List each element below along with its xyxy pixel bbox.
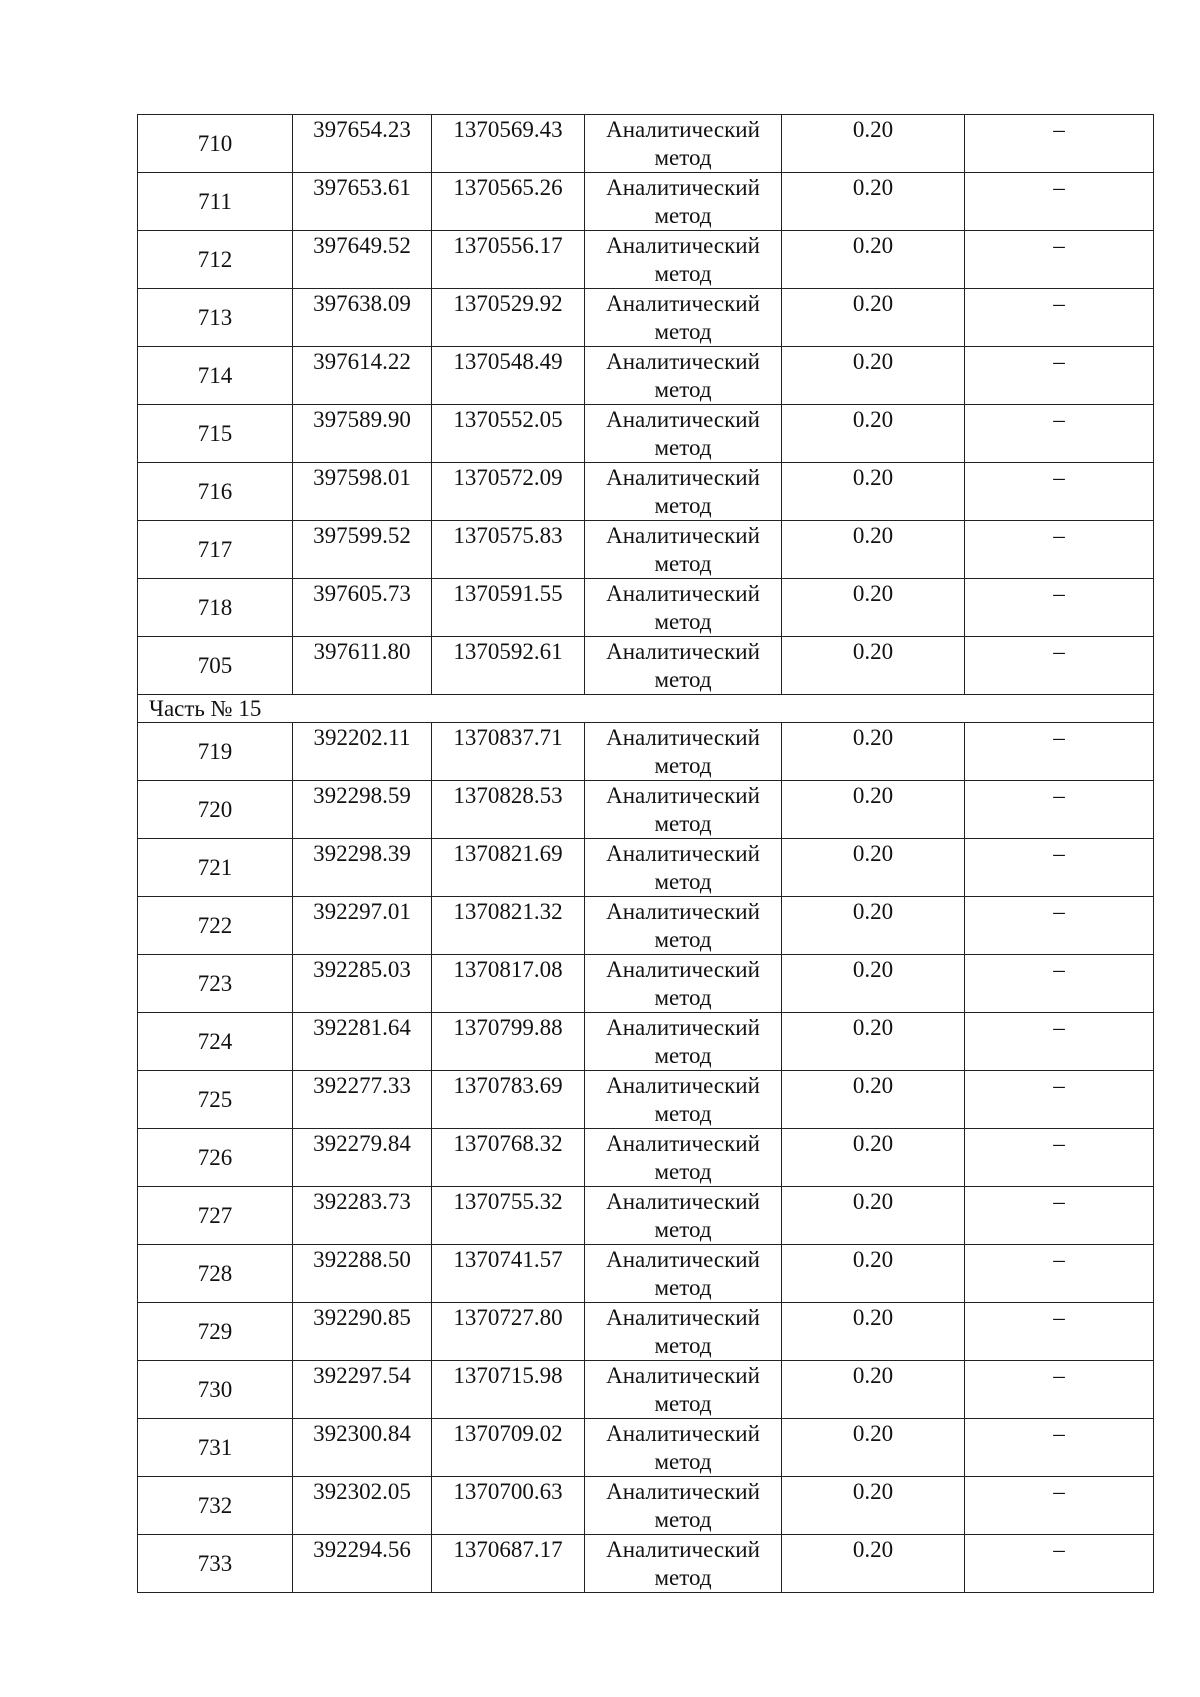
point-number-cell: 724 bbox=[138, 1013, 293, 1071]
point-number-cell: 725 bbox=[138, 1071, 293, 1129]
point-number-cell: 726 bbox=[138, 1129, 293, 1187]
method-cell bbox=[585, 579, 782, 637]
x-coordinate-cell: 392279.84 bbox=[293, 1129, 432, 1187]
accuracy-cell: 0.20 bbox=[782, 781, 965, 839]
accuracy-cell: 0.20 bbox=[782, 1129, 965, 1187]
point-number-cell: 732 bbox=[138, 1477, 293, 1535]
table-row bbox=[138, 347, 1154, 405]
method-label-line-1: Аналитический bbox=[606, 1421, 760, 1446]
point-number-cell: 730 bbox=[138, 1361, 293, 1419]
coordinates-table-body bbox=[138, 115, 1154, 1593]
method-label-line-2: метод bbox=[654, 1449, 712, 1474]
accuracy-cell: 0.20 bbox=[782, 1477, 965, 1535]
note-cell: – bbox=[965, 1245, 1154, 1303]
method-label-line-2: метод bbox=[654, 985, 712, 1010]
y-coordinate-cell: 1370821.69 bbox=[432, 839, 585, 897]
point-number-cell: 710 bbox=[138, 115, 293, 173]
accuracy-cell: 0.20 bbox=[782, 1303, 965, 1361]
note-cell: – bbox=[965, 579, 1154, 637]
table-row bbox=[138, 897, 1154, 955]
y-coordinate-cell: 1370828.53 bbox=[432, 781, 585, 839]
method-label-line-1: Аналитический bbox=[606, 1305, 760, 1330]
method-label-line-2: метод bbox=[654, 609, 712, 634]
accuracy-cell: 0.20 bbox=[782, 1013, 965, 1071]
accuracy-cell: 0.20 bbox=[782, 839, 965, 897]
method-cell bbox=[585, 115, 782, 173]
table-row bbox=[138, 521, 1154, 579]
note-cell: – bbox=[965, 115, 1154, 173]
x-coordinate-cell: 392297.54 bbox=[293, 1361, 432, 1419]
note-cell: – bbox=[965, 1361, 1154, 1419]
y-coordinate-cell: 1370687.17 bbox=[432, 1535, 585, 1593]
note-cell: – bbox=[965, 173, 1154, 231]
point-number-cell: 712 bbox=[138, 231, 293, 289]
accuracy-cell: 0.20 bbox=[782, 405, 965, 463]
x-coordinate-cell: 392300.84 bbox=[293, 1419, 432, 1477]
method-cell bbox=[585, 955, 782, 1013]
table-row bbox=[138, 1129, 1154, 1187]
method-label-line-2: метод bbox=[654, 1159, 712, 1184]
x-coordinate-cell: 397614.22 bbox=[293, 347, 432, 405]
table-row bbox=[138, 1187, 1154, 1245]
y-coordinate-cell: 1370817.08 bbox=[432, 955, 585, 1013]
x-coordinate-cell: 397638.09 bbox=[293, 289, 432, 347]
method-cell bbox=[585, 1187, 782, 1245]
y-coordinate-cell: 1370755.32 bbox=[432, 1187, 585, 1245]
note-cell: – bbox=[965, 289, 1154, 347]
method-label-line-1: Аналитический bbox=[606, 1073, 760, 1098]
point-number-cell: 713 bbox=[138, 289, 293, 347]
y-coordinate-cell: 1370783.69 bbox=[432, 1071, 585, 1129]
method-cell bbox=[585, 723, 782, 781]
method-cell bbox=[585, 1071, 782, 1129]
point-number-cell: 719 bbox=[138, 723, 293, 781]
x-coordinate-cell: 397653.61 bbox=[293, 173, 432, 231]
point-number-cell: 728 bbox=[138, 1245, 293, 1303]
point-number-cell: 722 bbox=[138, 897, 293, 955]
note-cell: – bbox=[965, 1187, 1154, 1245]
method-label-line-2: метод bbox=[654, 493, 712, 518]
note-cell: – bbox=[965, 1535, 1154, 1593]
note-cell: – bbox=[965, 1419, 1154, 1477]
table-row bbox=[138, 955, 1154, 1013]
method-label-line-1: Аналитический bbox=[606, 1537, 760, 1562]
note-cell: – bbox=[965, 463, 1154, 521]
point-number-cell: 721 bbox=[138, 839, 293, 897]
point-number-cell: 715 bbox=[138, 405, 293, 463]
method-label-line-1: Аналитический bbox=[606, 407, 760, 432]
table-row bbox=[138, 405, 1154, 463]
x-coordinate-cell: 392277.33 bbox=[293, 1071, 432, 1129]
y-coordinate-cell: 1370741.57 bbox=[432, 1245, 585, 1303]
table-row bbox=[138, 115, 1154, 173]
note-cell: – bbox=[965, 1477, 1154, 1535]
method-cell bbox=[585, 1245, 782, 1303]
point-number-cell: 723 bbox=[138, 955, 293, 1013]
method-label-line-2: метод bbox=[654, 203, 712, 228]
method-label-line-2: метод bbox=[654, 1507, 712, 1532]
y-coordinate-cell: 1370715.98 bbox=[432, 1361, 585, 1419]
method-label-line-2: метод bbox=[654, 1391, 712, 1416]
method-cell bbox=[585, 1129, 782, 1187]
x-coordinate-cell: 397611.80 bbox=[293, 637, 432, 695]
table-row bbox=[138, 1013, 1154, 1071]
method-label-line-1: Аналитический bbox=[606, 291, 760, 316]
y-coordinate-cell: 1370709.02 bbox=[432, 1419, 585, 1477]
accuracy-cell: 0.20 bbox=[782, 1245, 965, 1303]
x-coordinate-cell: 392298.59 bbox=[293, 781, 432, 839]
method-cell bbox=[585, 781, 782, 839]
method-cell bbox=[585, 231, 782, 289]
point-number-cell: 716 bbox=[138, 463, 293, 521]
x-coordinate-cell: 392281.64 bbox=[293, 1013, 432, 1071]
accuracy-cell: 0.20 bbox=[782, 173, 965, 231]
accuracy-cell: 0.20 bbox=[782, 955, 965, 1013]
accuracy-cell: 0.20 bbox=[782, 1419, 965, 1477]
x-coordinate-cell: 397654.23 bbox=[293, 115, 432, 173]
note-cell: – bbox=[965, 405, 1154, 463]
y-coordinate-cell: 1370591.55 bbox=[432, 579, 585, 637]
point-number-cell: 729 bbox=[138, 1303, 293, 1361]
note-cell: – bbox=[965, 1013, 1154, 1071]
point-number-cell: 731 bbox=[138, 1419, 293, 1477]
table-row bbox=[138, 1419, 1154, 1477]
method-label-line-1: Аналитический bbox=[606, 725, 760, 750]
table-row bbox=[138, 1361, 1154, 1419]
point-number-cell: 705 bbox=[138, 637, 293, 695]
method-label-line-2: метод bbox=[654, 1333, 712, 1358]
x-coordinate-cell: 392285.03 bbox=[293, 955, 432, 1013]
method-label-line-2: метод bbox=[654, 377, 712, 402]
point-number-cell: 714 bbox=[138, 347, 293, 405]
note-cell: – bbox=[965, 839, 1154, 897]
table-row bbox=[138, 1245, 1154, 1303]
method-label-line-1: Аналитический bbox=[606, 1131, 760, 1156]
y-coordinate-cell: 1370821.32 bbox=[432, 897, 585, 955]
x-coordinate-cell: 392283.73 bbox=[293, 1187, 432, 1245]
method-label-line-1: Аналитический bbox=[606, 783, 760, 808]
method-label-line-2: метод bbox=[654, 1217, 712, 1242]
note-cell: – bbox=[965, 347, 1154, 405]
accuracy-cell: 0.20 bbox=[782, 521, 965, 579]
method-cell bbox=[585, 1419, 782, 1477]
y-coordinate-cell: 1370529.92 bbox=[432, 289, 585, 347]
note-cell: – bbox=[965, 1071, 1154, 1129]
x-coordinate-cell: 392288.50 bbox=[293, 1245, 432, 1303]
accuracy-cell: 0.20 bbox=[782, 347, 965, 405]
note-cell: – bbox=[965, 1303, 1154, 1361]
y-coordinate-cell: 1370565.26 bbox=[432, 173, 585, 231]
method-label-line-2: метод bbox=[654, 435, 712, 460]
x-coordinate-cell: 392302.05 bbox=[293, 1477, 432, 1535]
x-coordinate-cell: 392290.85 bbox=[293, 1303, 432, 1361]
note-cell: – bbox=[965, 637, 1154, 695]
note-cell: – bbox=[965, 897, 1154, 955]
point-number-cell: 720 bbox=[138, 781, 293, 839]
method-label-line-1: Аналитический bbox=[606, 233, 760, 258]
note-cell: – bbox=[965, 723, 1154, 781]
method-cell bbox=[585, 637, 782, 695]
note-cell: – bbox=[965, 231, 1154, 289]
x-coordinate-cell: 392298.39 bbox=[293, 839, 432, 897]
coordinates-table bbox=[137, 114, 1154, 1593]
y-coordinate-cell: 1370569.43 bbox=[432, 115, 585, 173]
method-label-line-2: метод bbox=[654, 927, 712, 952]
x-coordinate-cell: 392297.01 bbox=[293, 897, 432, 955]
method-label-line-1: Аналитический bbox=[606, 1189, 760, 1214]
point-number-cell: 718 bbox=[138, 579, 293, 637]
x-coordinate-cell: 397598.01 bbox=[293, 463, 432, 521]
method-label-line-2: метод bbox=[654, 811, 712, 836]
x-coordinate-cell: 397599.52 bbox=[293, 521, 432, 579]
note-cell: – bbox=[965, 521, 1154, 579]
method-label-line-1: Аналитический bbox=[606, 957, 760, 982]
y-coordinate-cell: 1370592.61 bbox=[432, 637, 585, 695]
y-coordinate-cell: 1370548.49 bbox=[432, 347, 585, 405]
table-row bbox=[138, 1071, 1154, 1129]
accuracy-cell: 0.20 bbox=[782, 115, 965, 173]
x-coordinate-cell: 392294.56 bbox=[293, 1535, 432, 1593]
accuracy-cell: 0.20 bbox=[782, 289, 965, 347]
y-coordinate-cell: 1370556.17 bbox=[432, 231, 585, 289]
method-cell bbox=[585, 521, 782, 579]
method-label-line-1: Аналитический bbox=[606, 175, 760, 200]
table-row bbox=[138, 173, 1154, 231]
method-label-line-2: метод bbox=[654, 551, 712, 576]
method-label-line-2: метод bbox=[654, 869, 712, 894]
table-row bbox=[138, 1477, 1154, 1535]
method-label-line-1: Аналитический bbox=[606, 639, 760, 664]
method-cell bbox=[585, 1477, 782, 1535]
y-coordinate-cell: 1370768.32 bbox=[432, 1129, 585, 1187]
method-cell bbox=[585, 897, 782, 955]
method-label-line-1: Аналитический bbox=[606, 1363, 760, 1388]
x-coordinate-cell: 397589.90 bbox=[293, 405, 432, 463]
point-number-cell: 733 bbox=[138, 1535, 293, 1593]
method-label-line-1: Аналитический bbox=[606, 841, 760, 866]
x-coordinate-cell: 397649.52 bbox=[293, 231, 432, 289]
method-label-line-2: метод bbox=[654, 753, 712, 778]
point-number-cell: 717 bbox=[138, 521, 293, 579]
accuracy-cell: 0.20 bbox=[782, 637, 965, 695]
method-cell bbox=[585, 1361, 782, 1419]
y-coordinate-cell: 1370572.09 bbox=[432, 463, 585, 521]
accuracy-cell: 0.20 bbox=[782, 897, 965, 955]
table-row bbox=[138, 723, 1154, 781]
method-cell bbox=[585, 1013, 782, 1071]
y-coordinate-cell: 1370837.71 bbox=[432, 723, 585, 781]
y-coordinate-cell: 1370552.05 bbox=[432, 405, 585, 463]
method-label-line-2: метод bbox=[654, 319, 712, 344]
table-row bbox=[138, 579, 1154, 637]
table-row bbox=[138, 839, 1154, 897]
method-cell bbox=[585, 173, 782, 231]
accuracy-cell: 0.20 bbox=[782, 1535, 965, 1593]
accuracy-cell: 0.20 bbox=[782, 579, 965, 637]
method-label-line-1: Аналитический bbox=[606, 899, 760, 924]
method-cell bbox=[585, 839, 782, 897]
table-row bbox=[138, 289, 1154, 347]
section-heading: Часть № 15 bbox=[138, 695, 1154, 723]
method-cell bbox=[585, 347, 782, 405]
table-row bbox=[138, 637, 1154, 695]
table-row bbox=[138, 1303, 1154, 1361]
point-number-cell: 727 bbox=[138, 1187, 293, 1245]
method-label-line-1: Аналитический bbox=[606, 465, 760, 490]
note-cell: – bbox=[965, 955, 1154, 1013]
method-label-line-2: метод bbox=[654, 261, 712, 286]
y-coordinate-cell: 1370575.83 bbox=[432, 521, 585, 579]
method-label-line-1: Аналитический bbox=[606, 1015, 760, 1040]
method-label-line-1: Аналитический bbox=[606, 1479, 760, 1504]
method-label-line-1: Аналитический bbox=[606, 523, 760, 548]
method-label-line-1: Аналитический bbox=[606, 117, 760, 142]
section-heading-row bbox=[138, 695, 1154, 723]
method-label-line-1: Аналитический bbox=[606, 349, 760, 374]
table-row bbox=[138, 231, 1154, 289]
table-row bbox=[138, 463, 1154, 521]
x-coordinate-cell: 397605.73 bbox=[293, 579, 432, 637]
method-cell bbox=[585, 289, 782, 347]
accuracy-cell: 0.20 bbox=[782, 231, 965, 289]
method-cell bbox=[585, 1535, 782, 1593]
table-row bbox=[138, 781, 1154, 839]
method-label-line-2: метод bbox=[654, 1565, 712, 1590]
method-label-line-2: метод bbox=[654, 1275, 712, 1300]
x-coordinate-cell: 392202.11 bbox=[293, 723, 432, 781]
method-cell bbox=[585, 1303, 782, 1361]
point-number-cell: 711 bbox=[138, 173, 293, 231]
note-cell: – bbox=[965, 1129, 1154, 1187]
method-label-line-1: Аналитический bbox=[606, 581, 760, 606]
method-label-line-2: метод bbox=[654, 145, 712, 170]
accuracy-cell: 0.20 bbox=[782, 1187, 965, 1245]
accuracy-cell: 0.20 bbox=[782, 1071, 965, 1129]
method-label-line-1: Аналитический bbox=[606, 1247, 760, 1272]
table-row bbox=[138, 1535, 1154, 1593]
note-cell: – bbox=[965, 781, 1154, 839]
y-coordinate-cell: 1370727.80 bbox=[432, 1303, 585, 1361]
accuracy-cell: 0.20 bbox=[782, 1361, 965, 1419]
y-coordinate-cell: 1370799.88 bbox=[432, 1013, 585, 1071]
method-label-line-2: метод bbox=[654, 667, 712, 692]
method-cell bbox=[585, 405, 782, 463]
method-label-line-2: метод bbox=[654, 1101, 712, 1126]
accuracy-cell: 0.20 bbox=[782, 463, 965, 521]
y-coordinate-cell: 1370700.63 bbox=[432, 1477, 585, 1535]
method-cell bbox=[585, 463, 782, 521]
method-label-line-2: метод bbox=[654, 1043, 712, 1068]
accuracy-cell: 0.20 bbox=[782, 723, 965, 781]
